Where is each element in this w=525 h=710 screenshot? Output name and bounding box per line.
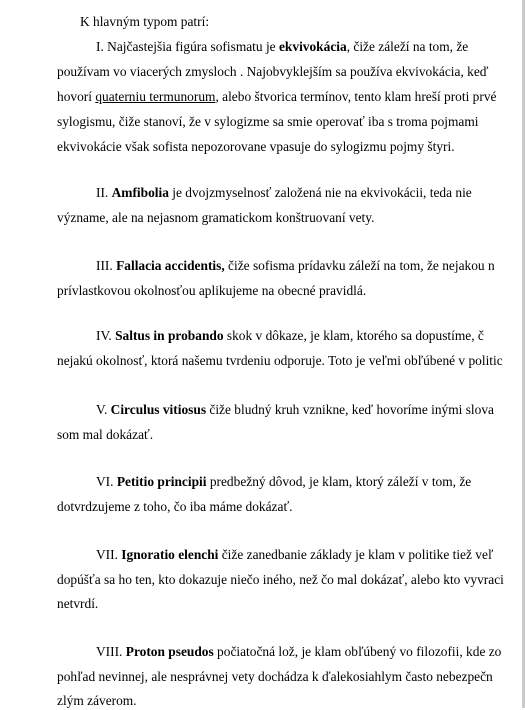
section-term: ekvivokácia: [278, 39, 347, 54]
section-5-line-2: som mal dokázať.: [57, 427, 154, 442]
section-number: VIII.: [96, 644, 123, 659]
section-number: VII.: [96, 547, 118, 562]
section-term: Proton pseudos: [125, 644, 214, 659]
section-1-post: , čiže záleží na tom, že: [346, 39, 469, 54]
section-1-line-2: používam vo viacerých zmysloch . Najobvyklejším sa používa ekvivokácia, keď: [57, 64, 489, 79]
section-number: IV.: [96, 328, 112, 343]
section-term: Petitio principii: [116, 474, 207, 489]
section-4-line-2: nejakú okolnosť, ktorá našemu tvrdeniu odporuje. Toto je veľmi obľúbené v politic: [57, 353, 503, 368]
section-6-heading: VI. Petitio principii predbežný dôvod, je klam, ktorý záleží v tom, že: [96, 474, 472, 489]
section-term: Saltus in probando: [115, 328, 224, 343]
section-1-line-3: hovorí quaterniu termunorum, alebo štvorica termínov, tento klam hreší proti prvé: [57, 89, 497, 104]
section-7-heading: VII. Ignoratio elenchi čiže zanedbanie základy je klam v politike tiež veľ: [96, 547, 494, 562]
section-8-line-3: zlým záverom.: [57, 693, 137, 708]
section-number: VI.: [96, 474, 114, 489]
section-3-line-2: prívlastkovou okolnosťou aplikujeme na obecné pravidlá.: [57, 283, 367, 298]
section-1-pre: Najčastejšia figúra sofismatu je: [107, 39, 276, 54]
section-number: I.: [96, 39, 104, 54]
section-1-heading: [96, 38, 468, 56]
section-term: Ignoratio elenchi: [121, 547, 219, 562]
section-7-line-2: dopúšťa sa ho ten, kto dokazuje niečo iného, než čo mal dokázať, alebo kto vyvraci: [57, 572, 504, 587]
intro-text: K hlavným typom patrí:: [80, 14, 210, 29]
section-5-heading: V. Circulus vitiosus čiže bludný kruh vznikne, keď hovoríme inými slova: [96, 402, 494, 417]
section-number: III.: [96, 258, 113, 273]
section-2-line-2: význame, ale na nejasnom gramatickom konštruovaní vety.: [57, 210, 375, 225]
section-term: Amfibolia: [111, 185, 169, 200]
section-number: V.: [96, 402, 108, 417]
section-7-line-3: netvrdí.: [57, 596, 99, 611]
section-2-heading: II. Amfibolia je dvojzmyselnosť založená nie na ekvivokácii, teda nie: [96, 185, 472, 200]
section-8-heading: VIII. Proton pseudos počiatočná lož, je klam obľúbený vo filozofii, kde zo: [96, 644, 502, 659]
section-1-line-5: ekvivokácie však sofista nepozorovane vpasuje do sylogizmu pojmy štyri.: [57, 139, 455, 154]
section-8-line-2: pohľad nevinnej, ale nesprávnej vety dochádza k ďalekosiahlym často nebezpečn: [57, 669, 493, 684]
section-term: Circulus vitiosus: [110, 402, 207, 417]
section-4-heading: IV. Saltus in probando skok v dôkaze, je klam, ktorého sa dopustíme, č: [96, 328, 484, 343]
section-number: II.: [96, 185, 109, 200]
section-6-line-2: dotvrdzujeme z toho, čo iba máme dokázať.: [57, 499, 293, 514]
section-term: Fallacia accidentis,: [116, 258, 225, 273]
section-1-line-4: sylogismu, čiže stanoví, že v sylogizme sa smie operovať iba s troma pojmami: [57, 114, 479, 129]
quaternio-link: quaterniu termunorum: [95, 89, 216, 104]
section-3-heading: III. Fallacia accidentis, čiže sofisma prídavku záleží na tom, že nejakou n: [96, 258, 495, 273]
